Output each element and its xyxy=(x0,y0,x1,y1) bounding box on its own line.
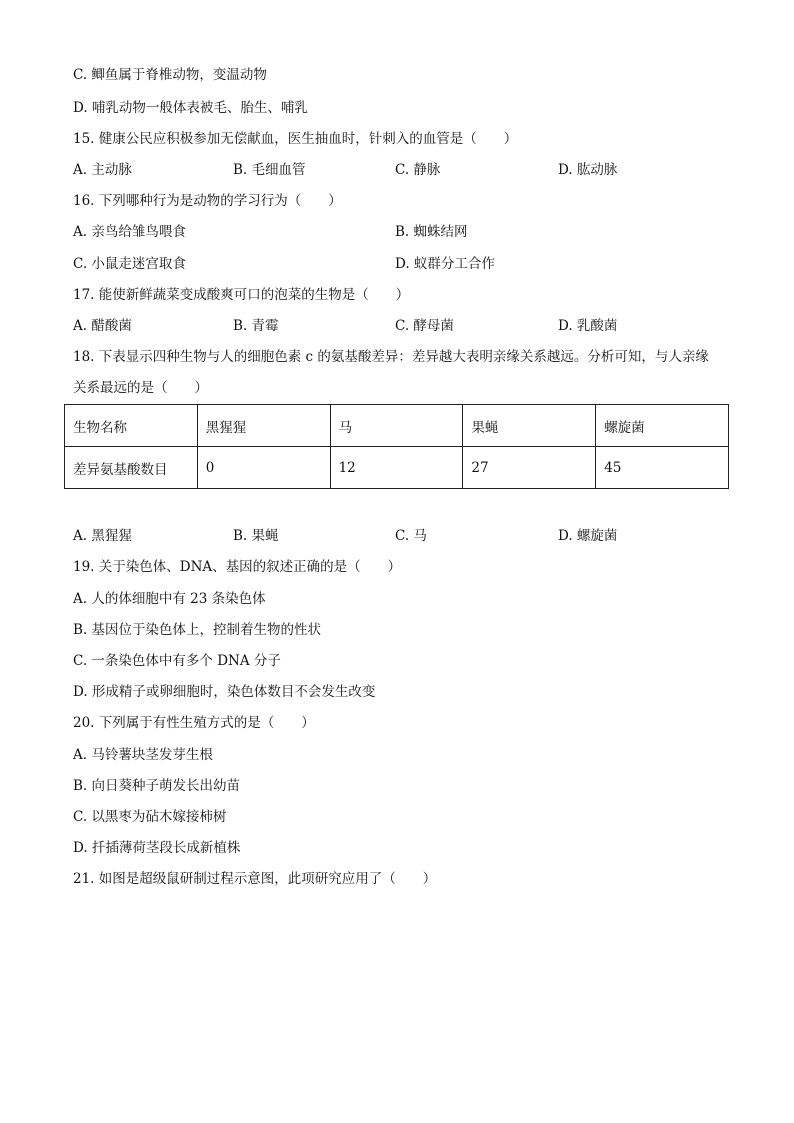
q16-option-c: C. 小鼠走迷宫取食 xyxy=(73,256,186,272)
q16-option-b: B. 蜘蛛结网 xyxy=(395,224,468,240)
q17-option-b: B. 青霉 xyxy=(233,318,279,334)
prev-option-c: C. 鲫鱼属于脊椎动物，变温动物 xyxy=(73,67,267,83)
table-cell: 黑猩猩 xyxy=(197,405,330,447)
q17-options xyxy=(73,317,733,335)
table-cell: 27 xyxy=(463,447,596,489)
q20-option-a: A. 马铃薯块茎发芽生根 xyxy=(73,747,213,763)
q15-option-c: C. 静脉 xyxy=(395,162,441,178)
question-20: 20. 下列属于有性生殖方式的是（ ） xyxy=(73,715,315,731)
q19-option-a: A. 人的体细胞中有 23 条染色体 xyxy=(73,591,266,607)
q15-option-a: A. 主动脉 xyxy=(73,162,132,178)
table-row xyxy=(65,447,729,489)
table-cell: 45 xyxy=(596,447,729,489)
q20-option-d: D. 扦插薄荷茎段长成新植株 xyxy=(73,840,241,856)
q19-option-c: C. 一条染色体中有多个 DNA 分子 xyxy=(73,653,281,669)
question-19: 19. 关于染色体、DNA、基因的叙述正确的是（ ） xyxy=(73,559,402,575)
q19-option-d: D. 形成精子或卵细胞时，染色体数目不会发生改变 xyxy=(73,684,376,700)
table-header-row xyxy=(65,405,729,447)
table-cell: 果蝇 xyxy=(463,405,596,447)
q17-option-c: C. 酵母菌 xyxy=(395,318,454,334)
q20-option-c: C. 以黑枣为砧木嫁接柿树 xyxy=(73,809,227,825)
q15-options xyxy=(73,161,733,179)
question-17: 17. 能使新鲜蔬菜变成酸爽可口的泡菜的生物是（ ） xyxy=(73,287,410,303)
table-cell: 12 xyxy=(330,447,463,489)
amino-acid-difference-table xyxy=(64,404,729,489)
q17-option-d: D. 乳酸菌 xyxy=(558,318,618,334)
q15-option-b: B. 毛细血管 xyxy=(233,162,306,178)
prev-option-d: D. 哺乳动物一般体表被毛、胎生、哺乳 xyxy=(73,100,308,116)
question-18-line2: 关系最远的是（ ） xyxy=(73,380,208,396)
q16-options-row1 xyxy=(73,223,733,241)
question-16: 16. 下列哪种行为是动物的学习行为（ ） xyxy=(73,193,342,209)
question-21: 21. 如图是超级鼠研制过程示意图，此项研究应用了（ ） xyxy=(73,871,437,887)
q18-option-d: D. 螺旋菌 xyxy=(558,528,618,544)
q18-option-c: C. 马 xyxy=(395,528,427,544)
q18-option-b: B. 果蝇 xyxy=(233,528,279,544)
table-cell: 马 xyxy=(330,405,463,447)
q18-options xyxy=(73,527,733,545)
table-cell: 螺旋菌 xyxy=(596,405,729,447)
q15-option-d: D. 肱动脉 xyxy=(558,162,618,178)
q17-option-a: A. 醋酸菌 xyxy=(73,318,132,334)
q16-option-a: A. 亲鸟给雏鸟喂食 xyxy=(73,224,186,240)
table-cell: 生物名称 xyxy=(65,405,198,447)
question-18-line1: 18. 下表显示四种生物与人的细胞色素 c 的氨基酸差异：差异越大表明亲缘关系越远。分析可知，与人亲缘 xyxy=(73,349,709,365)
q20-option-b: B. 向日葵种子萌发长出幼苗 xyxy=(73,778,241,794)
question-15: 15. 健康公民应积极参加无偿献血，医生抽血时，针刺入的血管是（ ） xyxy=(73,131,518,147)
q18-option-a: A. 黑猩猩 xyxy=(73,528,132,544)
q16-option-d: D. 蚁群分工合作 xyxy=(395,256,495,272)
q16-options-row2 xyxy=(73,255,733,273)
table-cell: 0 xyxy=(197,447,330,489)
table-cell: 差异氨基酸数目 xyxy=(65,447,198,489)
q19-option-b: B. 基因位于染色体上，控制着生物的性状 xyxy=(73,622,322,638)
